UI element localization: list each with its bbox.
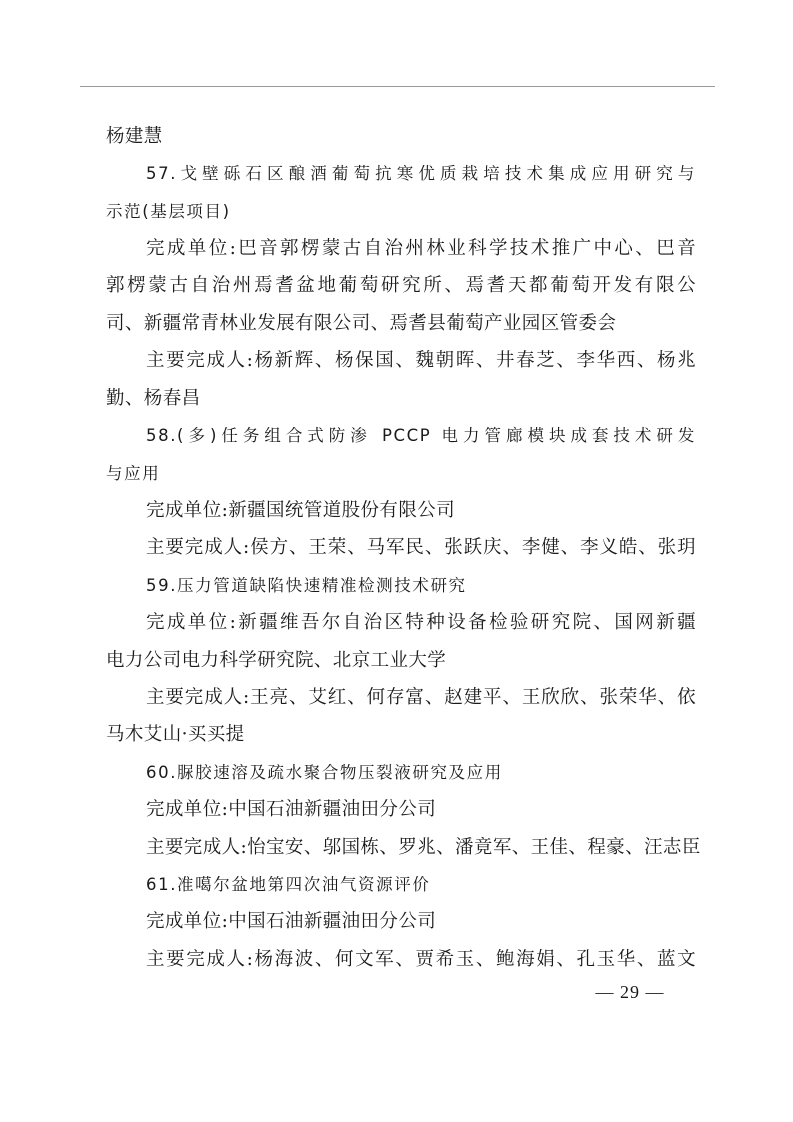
text-line: 完成单位:新疆国统管道股份有限公司 bbox=[146, 500, 456, 521]
item-heading: 57.戈壁砾石区酿酒葡萄抗寒优质栽培技术集成应用研究与 bbox=[146, 164, 696, 183]
text-line: 司、新疆常青林业发展有限公司、焉耆县葡萄产业园区管委会 bbox=[106, 313, 617, 334]
text-line: 完成单位:巴音郭楞蒙古自治州林业科学技术推广中心、巴音 bbox=[146, 238, 696, 259]
item-heading-continued: 与应用 bbox=[106, 464, 161, 483]
item-heading: 61.准噶尔盆地第四次油气资源评价 bbox=[146, 875, 431, 894]
text-line: 勤、杨春昌 bbox=[106, 388, 201, 409]
text-line: 主要完成人:王亮、艾红、何存富、赵建平、王欣欣、张荣华、依 bbox=[146, 687, 696, 708]
text-line: 主要完成人:怡宝安、邬国栋、罗兆、潘竟军、王佳、程豪、汪志臣 bbox=[146, 837, 701, 858]
text-line: 电力公司电力科学研究院、北京工业大学 bbox=[106, 650, 447, 671]
text-line: 郭楞蒙古自治州焉耆盆地葡萄研究所、焉耆天都葡萄开发有限公 bbox=[106, 275, 696, 296]
item-heading: 59.压力管道缺陷快速精准检测技术研究 bbox=[146, 576, 467, 595]
page-number: — 29 — bbox=[595, 982, 665, 1002]
text-line: 马木艾山·买买提 bbox=[106, 724, 245, 745]
text-line: 完成单位:中国石油新疆油田分公司 bbox=[146, 911, 437, 932]
text-line: 主要完成人:杨新辉、杨保国、魏朝晖、井春芝、李华西、杨兆 bbox=[146, 350, 696, 371]
header-rule bbox=[80, 86, 715, 87]
text-line: 完成单位:中国石油新疆油田分公司 bbox=[146, 799, 437, 820]
item-heading: 58.(多)任务组合式防渗 PCCP 电力管廊模块成套技术研发 bbox=[146, 426, 696, 445]
text-line: 完成单位:新疆维吾尔自治区特种设备检验研究院、国网新疆 bbox=[146, 612, 696, 633]
item-heading: 60.脲胶速溶及疏水聚合物压裂液研究及应用 bbox=[146, 763, 503, 782]
text-line: 杨建慧 bbox=[106, 126, 163, 147]
text-line: 主要完成人:侯方、王荣、马军民、张跃庆、李健、李义皓、张玥 bbox=[146, 537, 696, 558]
item-heading-continued: 示范(基层项目) bbox=[106, 202, 231, 221]
text-line: 主要完成人:杨海波、何文军、贾希玉、鲍海娟、孔玉华、蓝文 bbox=[146, 949, 696, 970]
